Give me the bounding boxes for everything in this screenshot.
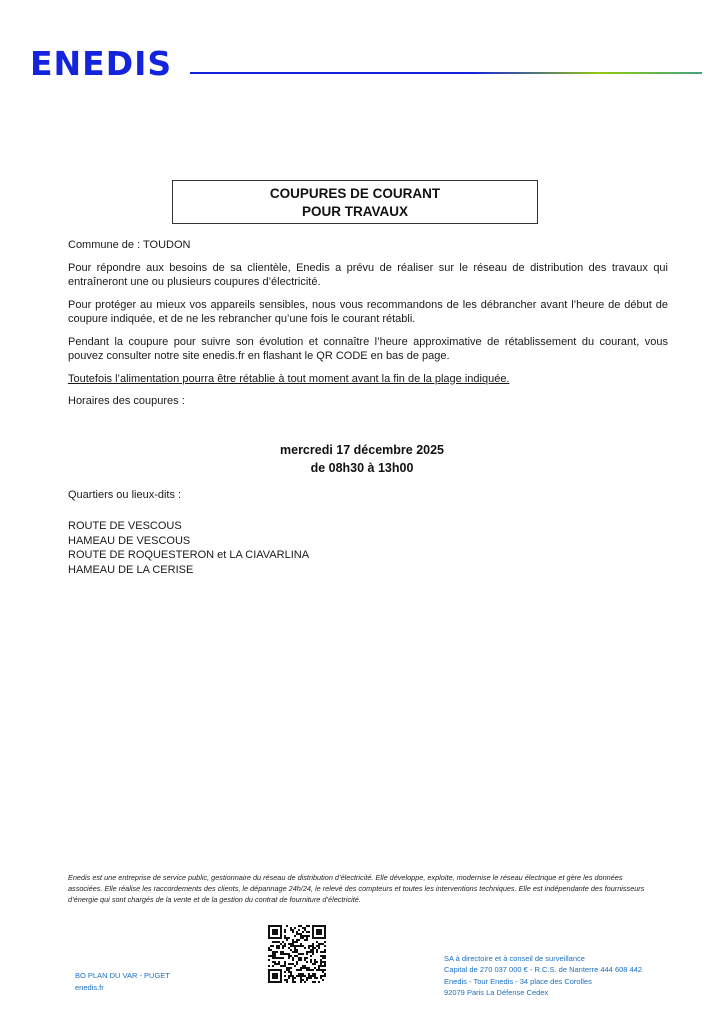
legal-line: Enedis - Tour Enedis - 34 place des Corolles [444,976,592,986]
qr-code-graphic [268,925,326,983]
title-line-2: POUR TRAVAUX [301,204,408,219]
horaires-label: Horaires des coupures : [68,395,185,407]
place-item: ROUTE DE ROQUESTERON et LA CIAVARLINA [68,549,310,561]
outage-schedule [0,441,724,477]
places-list [68,519,309,577]
underlined-note: Toutefois l’alimentation pourra être rétablie à tout moment avant la fin de la plage indiquée. [68,372,510,385]
outage-hours: de 08h30 à 13h00 [310,461,414,475]
title-line-1: COUPURES DE COURANT [269,186,441,201]
paragraph-3: Pendant la coupure pour suivre son évolution et connaître l’heure approximative de rétablissement du courant, vous pouvez consulter notre site enedis.fr en flashant le QR CODE en bas de page. [68,335,668,362]
legal-line: SA à directoire et à conseil de surveillance [444,954,585,963]
place-item: HAMEAU DE VESCOUS [68,534,191,547]
title-box [172,180,538,224]
footer-left [75,970,170,994]
footer-description: Enedis est une entreprise de service public, gestionnaire du réseau de distribution d’électricité. Elle développe, exploite, modernise le réseau électrique et gère les données associées. Elle réalise les raccordements des clients, le dépannage 24h/24, le relevé des compteurs et toutes les interventions techniques. Elle est indépendante des fournisseurs d’énergie qui sont chargés de la vente et de la gestion du contrat de fourniture d’électricité. [68,873,645,904]
commune-line: Commune de : TOUDON [68,239,191,251]
qr-code[interactable] [268,925,326,983]
agency-name: BO PLAN DU VAR - PUGET [75,971,170,980]
paragraph-2: Pour protéger au mieux vos appareils sensibles, nous vous recommandons de les débrancher avant l’heure de début de coupure indiquée, et de ne les rebrancher qu’une fois le courant rétabli. [68,298,668,325]
place-item: ROUTE DE VESCOUS [68,520,182,532]
enedis-logo [30,44,186,80]
website-link[interactable]: enedis.fr [75,983,104,992]
header-divider [190,72,702,75]
quartiers-label: Quartiers ou lieux-dits : [68,489,182,501]
place-item: HAMEAU DE LA CERISE [68,563,194,576]
svg-text:ENEDIS: ENEDIS [30,44,173,80]
paragraph-1: Pour répondre aux besoins de sa clientèle, Enedis a prévu de réaliser sur le réseau de distribution des travaux qui entraîneront une ou plusieurs coupures d’électricité. [68,261,668,288]
company-legal-info [444,953,642,998]
legal-line: Capital de 270 037 000 € - R.C.S. de Nanterre 444 608 442 [444,965,643,975]
enedis-logo-graphic [30,44,186,80]
legal-line: 92079 Paris La Défense Cedex [444,987,549,997]
notice-body [68,238,668,417]
outage-date: mercredi 17 décembre 2025 [280,443,444,457]
